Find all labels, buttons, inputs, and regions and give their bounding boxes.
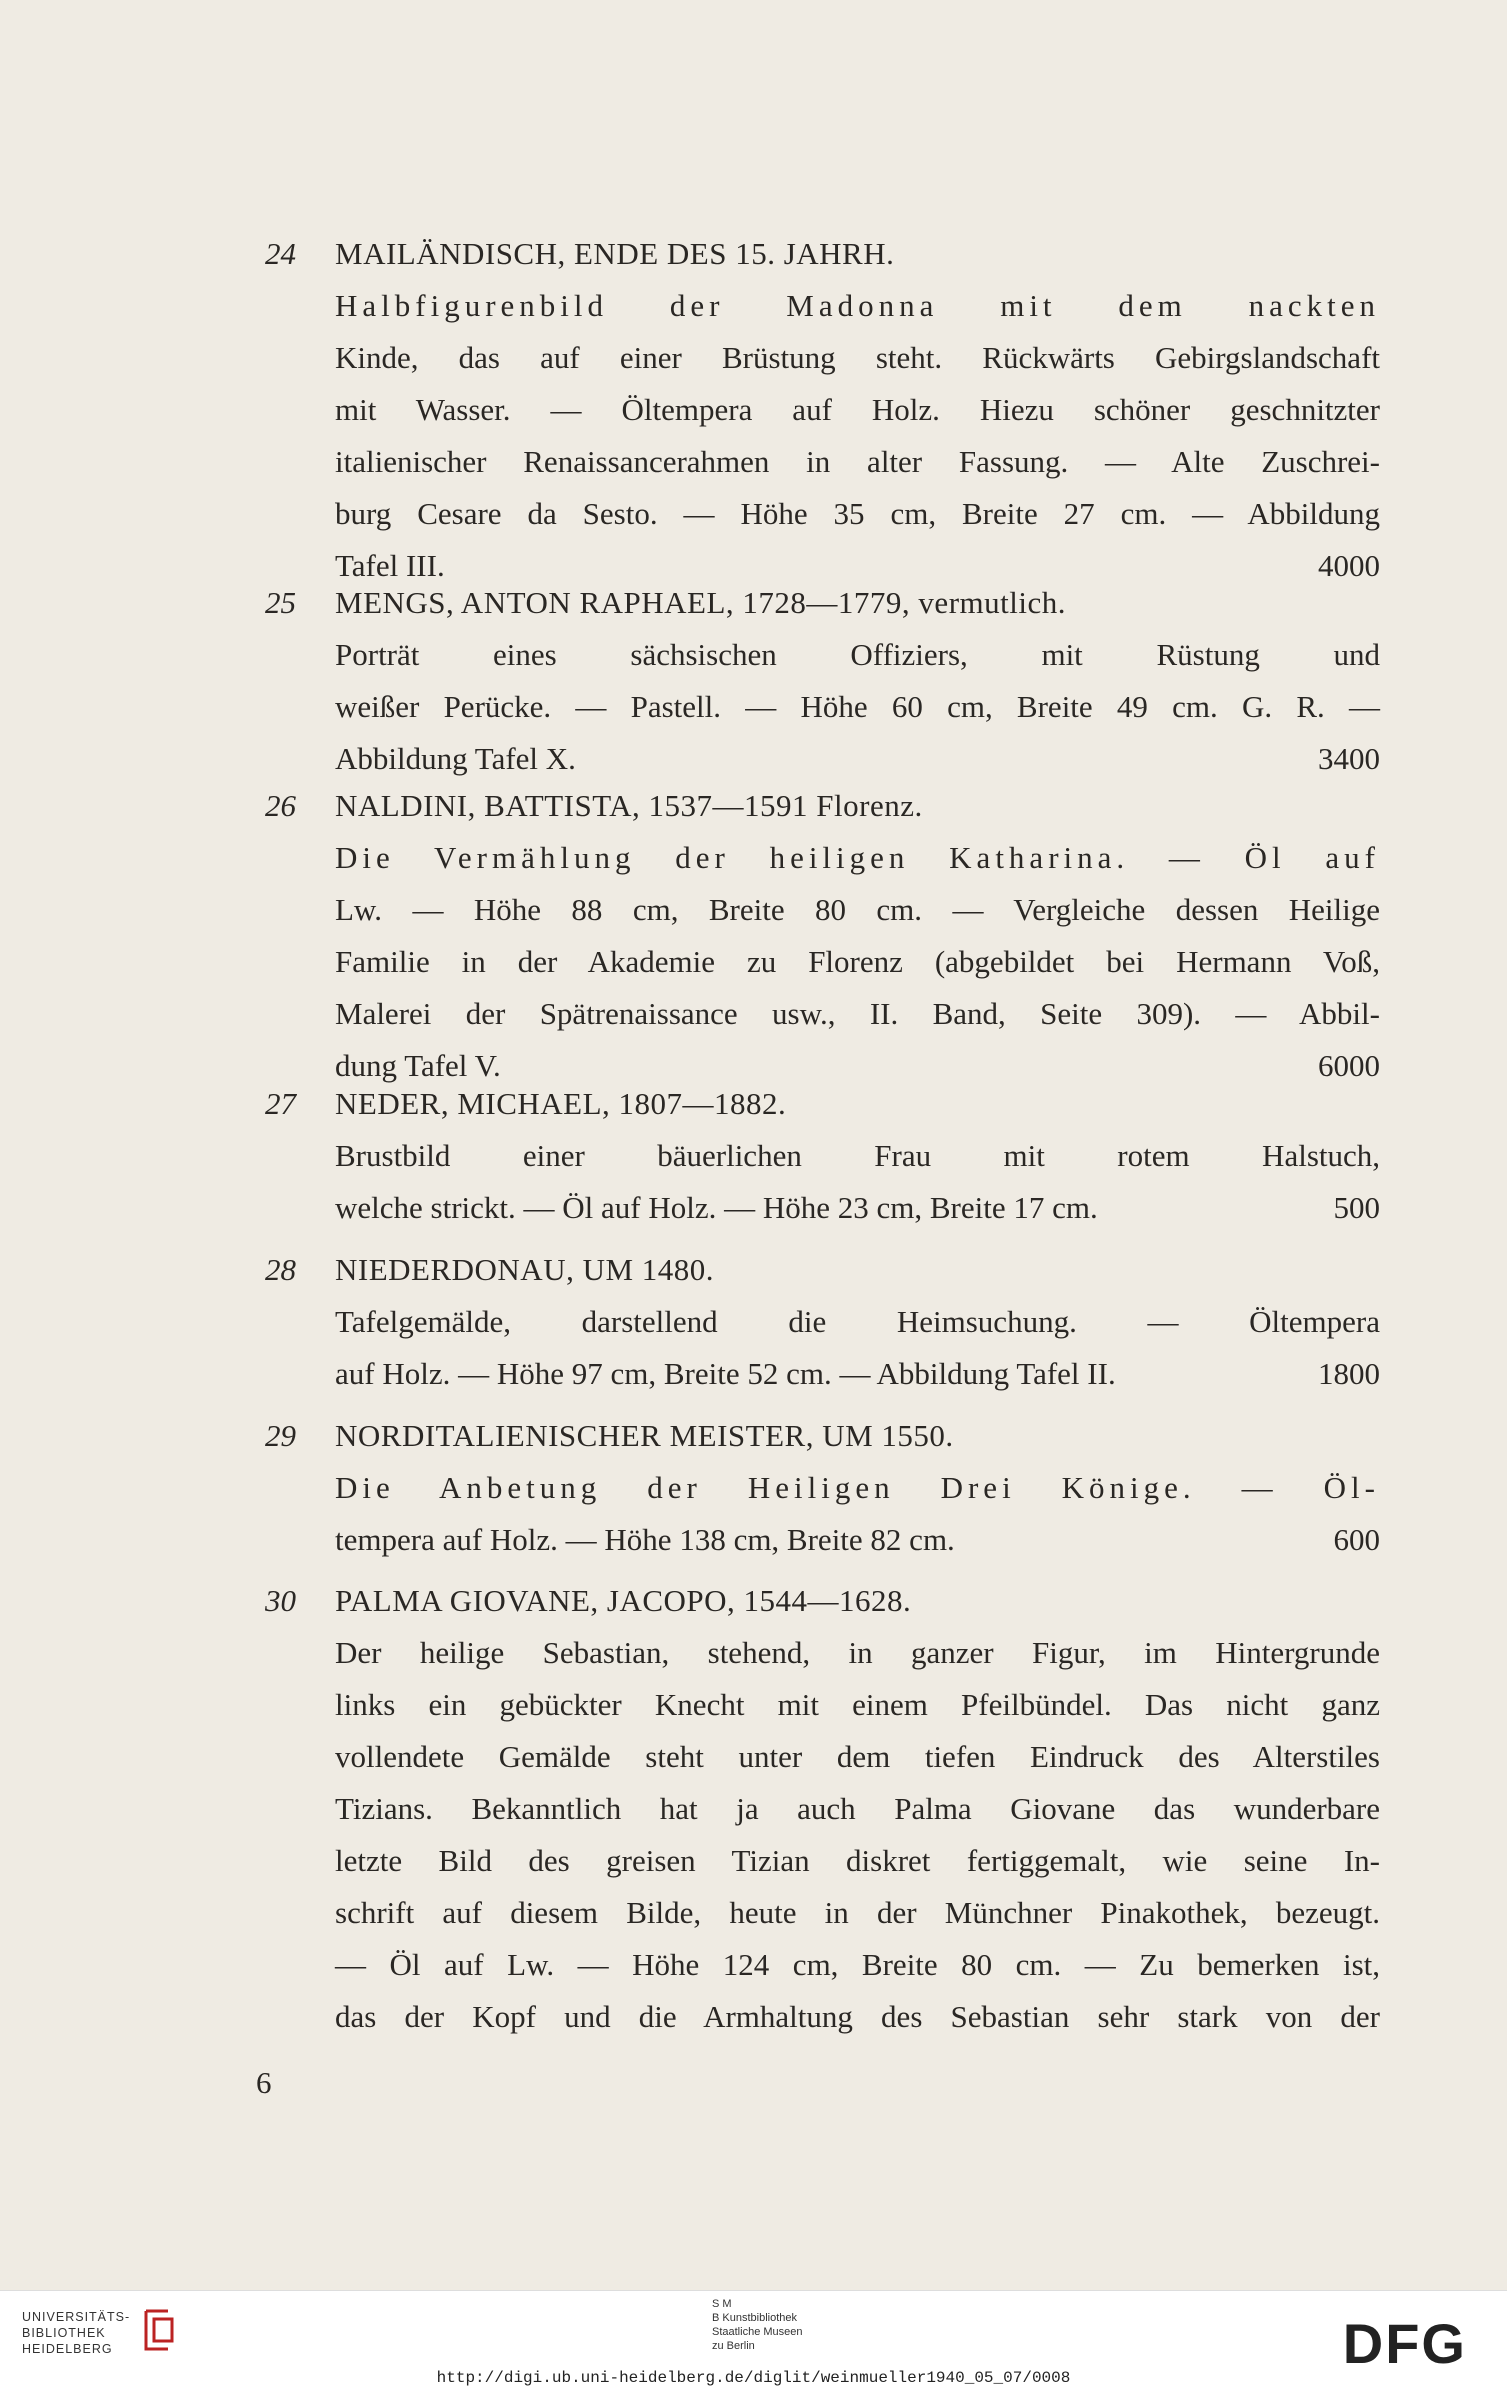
entry-description (335, 1462, 1380, 1566)
entry-heading: NIEDERDONAU, UM 1480. (335, 1252, 715, 1287)
description-line: Porträt eines sächsischen Offiziers, mit Rüstung und (335, 637, 1380, 672)
catalog-entry-26 (265, 780, 1380, 1092)
description-line: Brustbild einer bäuerlichen Frau mit rotem Halstuch, (335, 1138, 1380, 1173)
lot-number: 27 (265, 1086, 296, 1121)
lot-number: 26 (265, 788, 296, 823)
catalog-entry-24 (265, 228, 1380, 592)
lot-number: 25 (265, 585, 296, 620)
footer-bar (0, 2290, 1507, 2393)
catalog-entry-28 (265, 1244, 1380, 1400)
entry-heading: MENGS, ANTON RAPHAEL, 1728—1779, vermutlich. (335, 585, 1066, 620)
description-line: Abbildung Tafel X. (335, 741, 576, 776)
description-line: Halbfigurenbild der Madonna mit dem nackten (335, 288, 1380, 323)
entry-description (335, 280, 1380, 592)
university-logo-line: HEIDELBERG (22, 2342, 113, 2356)
description-line: Kinde, das auf einer Brüstung steht. Rückwärts Gebirgslandschaft (335, 340, 1380, 375)
price: 4000 (1318, 548, 1380, 583)
stamp-line: B Kunstbibliothek (712, 2312, 797, 2324)
lot-number: 24 (265, 236, 296, 271)
lot-number: 29 (265, 1418, 296, 1453)
description-line: Die Anbetung der Heiligen Drei Könige. — Öl- (335, 1470, 1380, 1505)
description-last-row (335, 733, 1380, 785)
entry-heading: NORDITALIENISCHER MEISTER, UM 1550. (335, 1418, 954, 1453)
price: 600 (1333, 1522, 1380, 1557)
page-number: 6 (256, 2065, 272, 2100)
description-line: letzte Bild des greisen Tizian diskret fertiggemalt, wie seine In- (335, 1843, 1380, 1878)
stamp-line: zu Berlin (712, 2340, 755, 2352)
description-line: italienischer Renaissancerahmen in alter Fassung. — Alte Zuschrei- (335, 444, 1380, 479)
description-line: dung Tafel V. (335, 1048, 501, 1083)
permalink-url[interactable]: http://digi.ub.uni-heidelberg.de/diglit/weinmueller1940_05_07/0008 (436, 2369, 1071, 2387)
description-line: Tafelgemälde, darstellend die Heimsuchung. — Öltempera (335, 1304, 1380, 1339)
lot-number: 30 (265, 1583, 296, 1618)
entry-description (335, 629, 1380, 785)
catalog-entry-29 (265, 1410, 1380, 1566)
description-line: Malerei der Spätrenaissance usw., II. Band, Seite 309). — Abbil- (335, 996, 1380, 1031)
catalog-entry-30 (265, 1575, 1380, 2043)
lot-number: 28 (265, 1252, 296, 1287)
description-last-row (335, 1348, 1380, 1400)
description-line: tempera auf Holz. — Höhe 138 cm, Breite 82 cm. (335, 1522, 955, 1557)
stamp-line: Staatliche Museen (712, 2326, 803, 2338)
description-line: das der Kopf und die Armhaltung des Sebastian sehr stark von der (335, 1999, 1380, 2034)
description-line: auf Holz. — Höhe 97 cm, Breite 52 cm. — Abbildung Tafel II. (335, 1356, 1116, 1391)
description-line: schrift auf diesem Bilde, heute in der Münchner Pinakothek, bezeugt. (335, 1895, 1380, 1930)
price: 500 (1333, 1190, 1380, 1225)
description-line: welche strickt. — Öl auf Holz. — Höhe 23 cm, Breite 17 cm. (335, 1190, 1098, 1225)
price: 1800 (1318, 1356, 1380, 1391)
university-logo-line: UNIVERSITÄTS- (22, 2310, 131, 2324)
stamp-line: S M (712, 2298, 732, 2310)
entry-heading: NALDINI, BATTISTA, 1537—1591 Florenz. (335, 788, 923, 823)
dfg-logo[interactable]: DFG (1342, 2312, 1467, 2375)
description-last-row (335, 1182, 1380, 1234)
description-line: Familie in der Akademie zu Florenz (abgebildet bei Hermann Voß, (335, 944, 1380, 979)
description-line: links ein gebückter Knecht mit einem Pfeilbündel. Das nicht ganz (335, 1687, 1380, 1722)
description-line: burg Cesare da Sesto. — Höhe 35 cm, Breite 27 cm. — Abbildung (335, 496, 1380, 531)
entry-heading: NEDER, MICHAEL, 1807—1882. (335, 1086, 787, 1121)
description-line: weißer Perücke. — Pastell. — Höhe 60 cm, Breite 49 cm. G. R. — (335, 689, 1380, 724)
entry-description (335, 1627, 1380, 2043)
price: 6000 (1318, 1048, 1380, 1083)
description-line: Tizians. Bekanntlich hat ja auch Palma Giovane das wunderbare (335, 1791, 1380, 1826)
entry-description (335, 1296, 1380, 1400)
description-line: Die Vermählung der heiligen Katharina. — Öl auf (335, 840, 1380, 875)
entry-heading: PALMA GIOVANE, JACOPO, 1544—1628. (335, 1583, 912, 1618)
description-line: Der heilige Sebastian, stehend, in ganzer Figur, im Hintergrunde (335, 1635, 1380, 1670)
kunstbibliothek-stamp (712, 2297, 803, 2353)
description-line: Lw. — Höhe 88 cm, Breite 80 cm. — Vergleiche dessen Heilige (335, 892, 1380, 927)
catalog-entry-27 (265, 1078, 1380, 1234)
entry-heading: MAILÄNDISCH, ENDE DES 15. JAHRH. (335, 236, 895, 271)
description-line: Tafel III. (335, 548, 445, 583)
description-line: vollendete Gemälde steht unter dem tiefen Eindruck des Alterstiles (335, 1739, 1380, 1774)
university-emblem-icon (138, 2305, 184, 2355)
price: 3400 (1318, 741, 1380, 776)
university-logo-line: BIBLIOTHEK (22, 2326, 106, 2340)
entry-description (335, 1130, 1380, 1234)
entry-description (335, 832, 1380, 1092)
university-library-logo[interactable] (22, 2309, 130, 2357)
catalog-entry-25 (265, 577, 1380, 785)
description-last-row (335, 1514, 1380, 1566)
description-line: — Öl auf Lw. — Höhe 124 cm, Breite 80 cm. — Zu bemerken ist, (335, 1947, 1380, 1982)
description-line: mit Wasser. — Öltempera auf Holz. Hiezu schöner geschnitzter (335, 392, 1380, 427)
